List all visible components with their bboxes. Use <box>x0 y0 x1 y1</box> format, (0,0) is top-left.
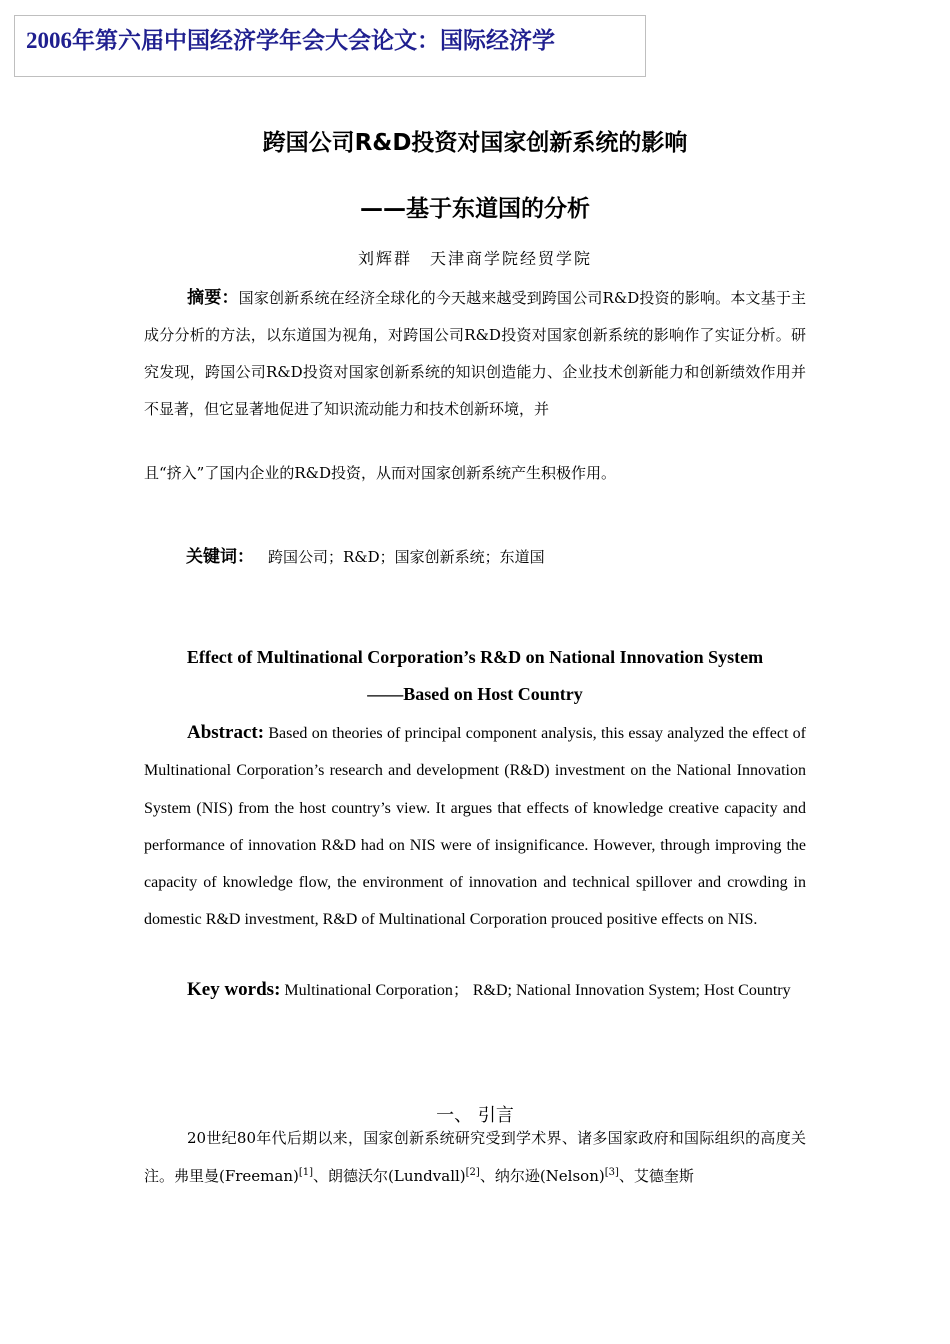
paper-title-en: Effect of Multinational Corporation’s R&D on National Innovation System <box>186 647 764 667</box>
citation-3[interactable]: [3] <box>604 1166 619 1178</box>
abstract-en <box>144 714 806 939</box>
author-affiliation: 刘辉群 天津商学院经贸学院 <box>357 249 592 268</box>
introduction-paragraph <box>144 1120 806 1195</box>
keywords-cn-label: 关键词： <box>186 547 254 567</box>
citation-2[interactable]: [2] <box>465 1166 480 1178</box>
section-heading-introduction: 一、 引言 <box>436 1105 514 1126</box>
abstract-cn-text: 国家创新系统在经济全球化的今天越来越受到跨国公司R&D投资的影响。本文基于主成分分析的方法，以东道国为视角，对跨国公司R&D投资对国家创新系统的影响作了实证分析。研究发现，跨国公司R&D投资对国家创新系统的知识创造能力、企业技术创新能力和创新绩效作用并不显著，但它显著地促进了知识流动能力和技术创新环境，并 <box>144 289 806 418</box>
paper-subtitle-cn: ——基于东道国的分析 <box>360 196 590 222</box>
intro-text-2: 、朗德沃尔(Lundvall) <box>313 1166 466 1185</box>
paper-subtitle-en: ——Based on Host Country <box>367 684 583 704</box>
citation-1[interactable]: [1] <box>298 1166 314 1178</box>
intro-text-3: 、纳尔逊(Nelson) <box>479 1166 605 1185</box>
abstract-en-text: Based on theories of principal component analysis, this essay analyzed the effect of Multinational Corporation’s research and development (R&D) investment on the National Innovation System (NIS) from the host country’s view. It argues that effects of knowledge creative capacity and performance of innovation R&D had on NIS were of insignificance. However, through improving the capacity of knowledge flow, the environment of innovation and technical spillover and crowding in domestic R&D investment, R&D of Multinational Corporation prouced positive effects on NIS. <box>144 725 807 929</box>
abstract-cn <box>144 280 806 492</box>
abstract-en-label: Abstract: <box>187 722 265 743</box>
conference-header: 2006年第六届中国经济学年会大会论文：国际经济学 <box>26 28 555 53</box>
keywords-cn-text: 跨国公司；R&D；国家创新系统；东道国 <box>268 548 545 566</box>
paper-title-cn: 跨国公司R&D投资对国家创新系统的影响 <box>262 130 688 156</box>
conference-header-box <box>14 15 646 77</box>
keywords-en <box>144 972 806 1009</box>
abstract-cn-label: 摘要： <box>187 288 239 308</box>
abstract-cn-text-cont: 且“挤入”了国内企业的R&D投资，从而对国家创新系统产生积极作用。 <box>144 464 617 482</box>
intro-text-1: 20世纪80年代后期以来，国家创新系统研究受到学术界、诸多国家政府和国际组织的高度关注。弗里曼(Freeman) <box>144 1129 806 1185</box>
intro-text-4: 、艾德奎斯 <box>618 1166 694 1185</box>
keywords-en-label: Key words: <box>187 979 281 1000</box>
keywords-cn <box>186 542 545 567</box>
keywords-en-text: Multinational Corporation； R&D; National Innovation System; Host Country <box>284 982 791 999</box>
